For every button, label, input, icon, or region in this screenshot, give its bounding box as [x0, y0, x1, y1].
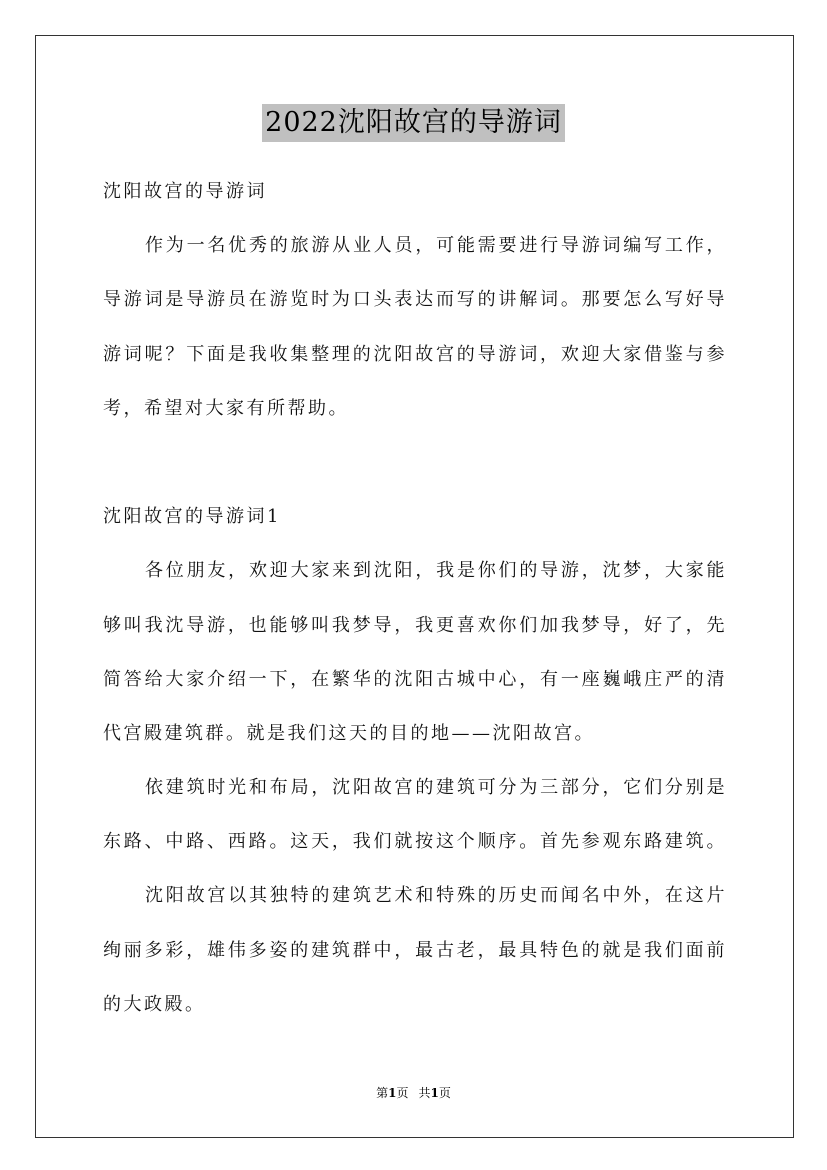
paragraph: [103, 219, 727, 436]
paragraph-line: 东路、中路、西路。这天，我们就按这个顺序。首先参观东路建筑。: [103, 831, 727, 853]
section-guide-1: [103, 490, 727, 1032]
paragraph-line: 各位朋友，欢迎大家来到沈阳，我是你们的导游，沈梦，大家能: [145, 560, 727, 582]
section-intro: [103, 165, 727, 436]
paragraph-line: 绚丽多彩，雄伟多姿的建筑群中，最古老，最具特色的就是我们面前: [103, 939, 727, 961]
paragraph: [103, 761, 727, 869]
section-heading: 沈阳故宫的导游词1: [103, 506, 281, 528]
document-title: 2022沈阳故宫的导游词: [262, 104, 565, 142]
paragraph-line: 的大政殿。: [103, 993, 206, 1015]
paragraph: [103, 869, 727, 1032]
paragraph-line: 游词呢？下面是我收集整理的沈阳故宫的导游词，欢迎大家借鉴与参: [103, 343, 727, 365]
total-pages-indicator: [419, 1086, 451, 1100]
section-heading: 沈阳故宫的导游词: [103, 181, 267, 202]
blank-line: [103, 436, 727, 490]
total-pages-suffix: 页: [438, 1086, 451, 1100]
paragraph-line: 考，希望对大家有所帮助。: [103, 397, 349, 419]
current-page-prefix: 第: [376, 1086, 389, 1100]
paragraph-line: 简答给大家介绍一下，在繁华的沈阳古城中心，有一座巍峨庄严的清: [103, 668, 727, 690]
title-area: [0, 104, 827, 142]
total-pages-number: 1: [430, 1086, 439, 1100]
paragraph-line: 代宫殿建筑群。就是我们这天的目的地——沈阳故宫。: [103, 722, 595, 744]
paragraph-line: 作为一名优秀的旅游从业人员，可能需要进行导游词编写工作，: [145, 235, 727, 257]
page-footer: [0, 1084, 827, 1102]
current-page-number: 1: [388, 1086, 397, 1100]
current-page-suffix: 页: [396, 1086, 409, 1100]
paragraph-line: 够叫我沈导游，也能够叫我梦导，我更喜欢你们加我梦导，好了，先: [103, 614, 727, 636]
paragraph-line: 导游词是导游员在游览时为口头表达而写的讲解词。那要怎么写好导: [103, 289, 727, 311]
document-body: [103, 165, 727, 1032]
total-pages-prefix: 共: [418, 1086, 431, 1100]
paragraph-line: 沈阳故宫以其独特的建筑艺术和特殊的历史而闻名中外，在这片: [145, 885, 727, 907]
paragraph: [103, 544, 727, 761]
paragraph-line: 依建筑时光和布局，沈阳故宫的建筑可分为三部分，它们分别是: [145, 777, 727, 799]
current-page-indicator: [376, 1086, 408, 1100]
